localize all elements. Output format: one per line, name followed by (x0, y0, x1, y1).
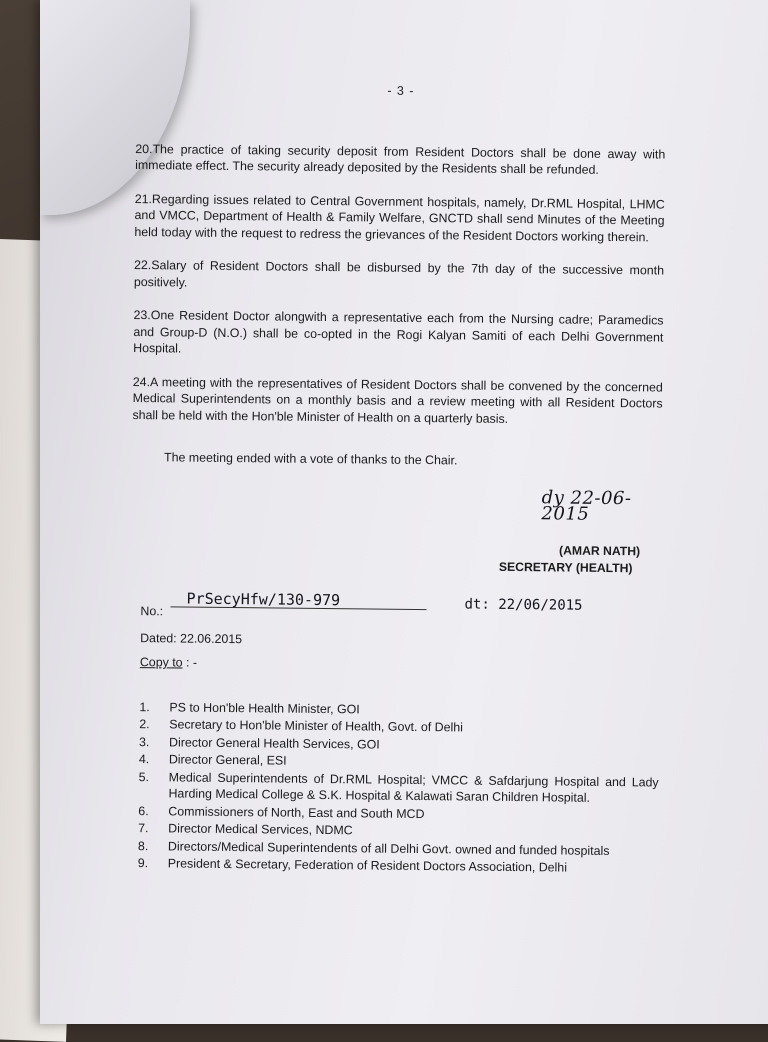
reference-no-value: PrSecyHfw/130-979 (170, 590, 426, 610)
list-item-text: Director Medical Services, NDMC (168, 821, 353, 838)
list-item-text: Director General, ESI (168, 752, 287, 768)
page-number: - 3 - (387, 83, 415, 98)
copy-to-heading (140, 654, 660, 676)
copy-to-list (128, 698, 660, 877)
list-item-text: PS to Hon'ble Health Minister, GOI (169, 699, 360, 716)
paragraph-21: 21.Regarding issues related to Central Government hospitals, namely, Dr.RML Hospital, LHMC and VMCC, Department of Health & Family Welfare, GNCTD shall send Minutes of the Meeting held today with the request to redress the grievances of the Resident Doctors working therein. (134, 191, 665, 244)
reference-no-label: No.: (140, 603, 164, 618)
list-item-text: Directors/Medical Superintendents of all Delhi Govt. owned and funded hospitals (167, 838, 610, 858)
list-item-text: Secretary to Hon'ble Minister of Health, Govt. of Delhi (169, 717, 463, 735)
list-item-text: President & Secretary, Federation of Resident Doctors Association, Delhi (167, 856, 568, 875)
list-item-number: 3. (138, 734, 150, 749)
list-item-text: Director General Health Services, GOI (168, 734, 380, 752)
reference-line (130, 589, 660, 627)
copy-to-suffix: : - (185, 655, 198, 670)
paragraph-20: 20.The practice of taking security deposit from Resident Doctors shall be done away with immediate effect. The security already deposited by the Residents shall be refunded. (135, 141, 666, 177)
copy-to-label: Copy to (139, 655, 183, 670)
list-item-number: 5. (138, 769, 150, 784)
signatory-name: (AMAR NATH) (559, 542, 641, 558)
list-item-text: Commissioners of North, East and South MCD (168, 803, 425, 821)
closing-line: The meeting ended with a vote of thanks to the Chair. (163, 450, 458, 468)
document-content (128, 80, 666, 878)
list-item-text: Medical Superintendents of Dr.RML Hospital; VMCC & Safdarjung Hospital and Lady Harding Medical College & S.K. Hospital & Kalawati Saran Children Hospital. (168, 769, 659, 805)
list-item-number: 8. (137, 838, 149, 853)
dated-line: Dated: 22.06.2015 (140, 630, 243, 646)
signature-block (131, 465, 662, 589)
paragraph-24: 24.A meeting with the representatives of Resident Doctors shall be convened by the concerned Medical Superintendents on a monthly basis and a review meeting with all Resident Doctors shall be held with the Hon'ble Minister of Health on a quarterly basis. (132, 374, 663, 426)
handwritten-date: dt: 22/06/2015 (464, 595, 583, 614)
handwritten-signature: dy 22-06-2015 (541, 486, 632, 525)
paragraph-23: 23.One Resident Doctor alongwith a representative each from the Nursing cadre; Paramedics and Group-D (N.O.) shall be co-opted in the Rogi Kalyan Samiti of each Delhi Government Hospital. (133, 307, 664, 356)
list-item-number: 6. (138, 803, 149, 818)
list-item-number: 2. (139, 717, 150, 732)
signatory-title: SECRETARY (HEALTH) (498, 559, 633, 575)
list-item-number: 4. (138, 752, 150, 767)
paragraph-22: 22.Salary of Resident Doctors shall be disbursed by the 7th day of the successive month positively. (133, 257, 665, 290)
list-item-number: 9. (137, 856, 149, 871)
list-item (128, 768, 658, 807)
list-item-number: 1. (139, 699, 150, 714)
list-item-number: 7. (138, 821, 149, 836)
